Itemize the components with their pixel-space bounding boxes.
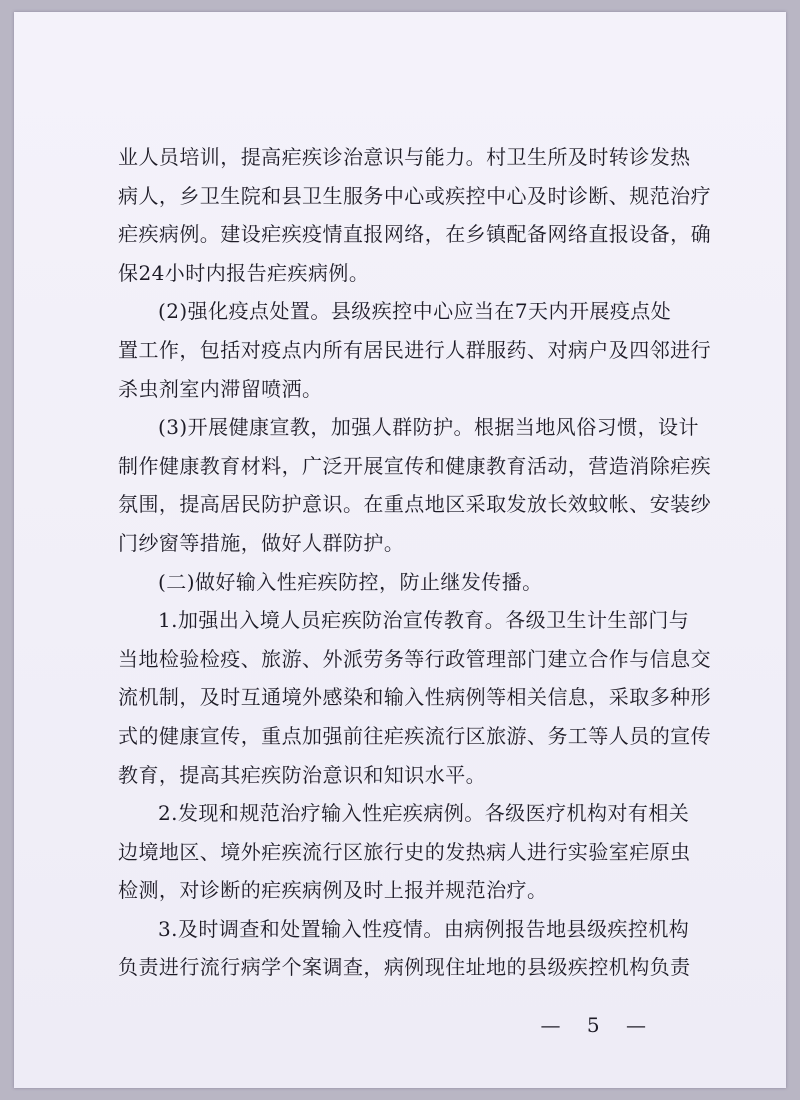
text-line: 门纱窗等措施，做好人群防护。 [118, 530, 405, 555]
text-line: 教育，提高其疟疾防治意识和知识水平。 [118, 762, 487, 787]
text-line: 业人员培训，提高疟疾诊治意识与能力。村卫生所及时转诊发热 [118, 145, 691, 169]
text-line: 氛围，提高居民防护意识。在重点地区采取发放长效蚊帐、安装纱 [118, 492, 712, 517]
section-heading: (二)做好输入性疟疾防控，防止继发传播。 [158, 569, 543, 594]
page-number: — 5 — [540, 1013, 656, 1037]
paragraph-start-line: 1.加强出入境人员疟疾防治宣传教育。各级卫生计生部门与 [158, 608, 690, 633]
body-text [118, 138, 712, 987]
text-line: 负责进行流行病学个案调查，病例现住址地的县级疾控机构负责 [118, 955, 691, 980]
paragraph-start-line: (3)开展健康宣教，加强人群防护。根据当地风俗习惯，设计 [158, 415, 699, 440]
text-line: 流机制，及时互通境外感染和输入性病例等相关信息，采取多种形 [118, 685, 712, 710]
text-line: 制作健康教育材料，广泛开展宣传和健康教育活动，营造消除疟疾 [118, 453, 712, 478]
text-line: 杀虫剂室内滞留喷洒。 [118, 376, 323, 401]
text-line: 式的健康宣传，重点加强前往疟疾流行区旅游、务工等人员的宣传 [118, 723, 712, 748]
text-line: 保24小时内报告疟疾病例。 [118, 260, 370, 285]
text-line: 疟疾病例。建设疟疾疫情直报网络，在乡镇配备网络直报设备，确 [118, 222, 712, 247]
document-page [14, 12, 786, 1088]
paragraph-start-line: 2.发现和规范治疗输入性疟疾病例。各级医疗机构对有相关 [158, 801, 690, 826]
text-line: 病人，乡卫生院和县卫生服务中心或疾控中心及时诊断、规范治疗 [118, 183, 712, 208]
paragraph-start-line: 3.及时调查和处置输入性疫情。由病例报告地县级疾控机构 [158, 916, 690, 941]
text-line: 边境地区、境外疟疾流行区旅行史的发热病人进行实验室疟原虫 [118, 839, 691, 864]
text-line: 检测，对诊断的疟疾病例及时上报并规范治疗。 [118, 878, 548, 903]
text-line: 当地检验检疫、旅游、外派劳务等行政管理部门建立合作与信息交 [118, 646, 712, 671]
paragraph-start-line: (2)强化疫点处置。县级疾控中心应当在7天内开展疫点处 [158, 299, 672, 324]
text-line: 置工作，包括对疫点内所有居民进行人群服药、对病户及四邻进行 [118, 337, 712, 362]
